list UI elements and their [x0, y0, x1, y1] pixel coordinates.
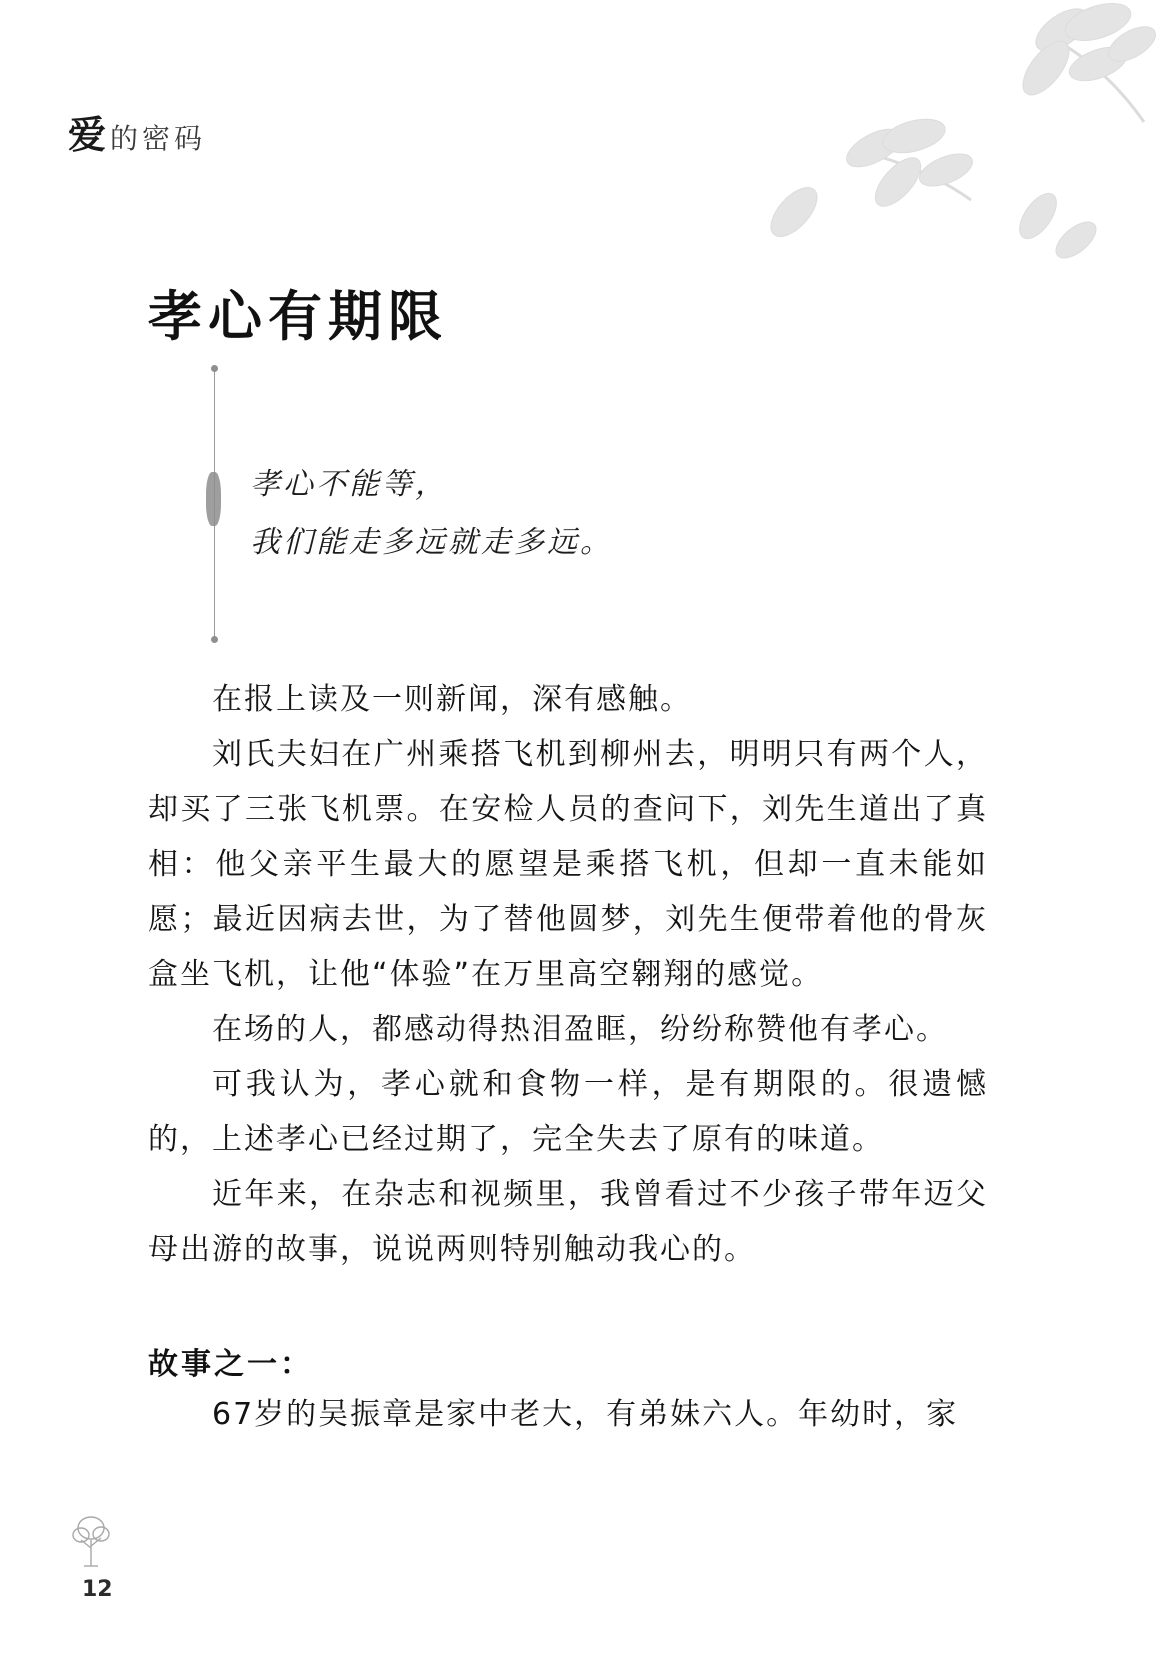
- running-header: [68, 104, 206, 159]
- epigraph-block: [214, 368, 914, 640]
- epigraph-text: [250, 456, 613, 572]
- article-body: [148, 672, 988, 1442]
- paragraph: 刘氏夫妇在广州乘搭飞机到柳州去，明明只有两个人，却买了三张飞机票。在安检人员的查问下，刘先生道出了真相：他父亲平生最大的愿望是乘搭飞机，但却一直未能如愿；最近因病去世，为了替他圆梦，刘先生便带着他的骨灰盒坐飞机，让他“体验”在万里高空翱翔的感觉。: [148, 737, 988, 992]
- paragraph: 在报上读及一则新闻，深有感触。: [212, 682, 692, 717]
- paragraph: 在场的人，都感动得热泪盈眶，纷纷称赞他有孝心。: [212, 1012, 948, 1047]
- page-number: 12: [82, 1577, 113, 1602]
- leaf-decoration: [746, 0, 1166, 330]
- epigraph-dot-bottom: [211, 636, 218, 643]
- paragraph: 可我认为，孝心就和食物一样，是有期限的。很遗憾的，上述孝心已经过期了，完全失去了原有的味道。: [148, 1067, 988, 1157]
- paragraph: 67岁的吴振章是家中老大，有弟妹六人。年幼时，家: [212, 1397, 959, 1432]
- epigraph-marker: [206, 472, 221, 526]
- running-header-rest: 的密码: [110, 122, 207, 155]
- tree-ornament-icon: [68, 1512, 114, 1568]
- epigraph-line-1: 孝心不能等，: [250, 467, 448, 502]
- running-header-strong: 爱: [68, 112, 109, 157]
- epigraph-dot-top: [211, 365, 218, 372]
- epigraph-line-2: 我们能走多远就走多远。: [250, 525, 613, 560]
- paragraph: 近年来，在杂志和视频里，我曾看过不少孩子带年迈父母出游的故事，说说两则特别触动我心的。: [148, 1177, 988, 1267]
- section-subheading: 故事之一：: [148, 1347, 313, 1382]
- page-title: 孝心有期限: [148, 284, 448, 349]
